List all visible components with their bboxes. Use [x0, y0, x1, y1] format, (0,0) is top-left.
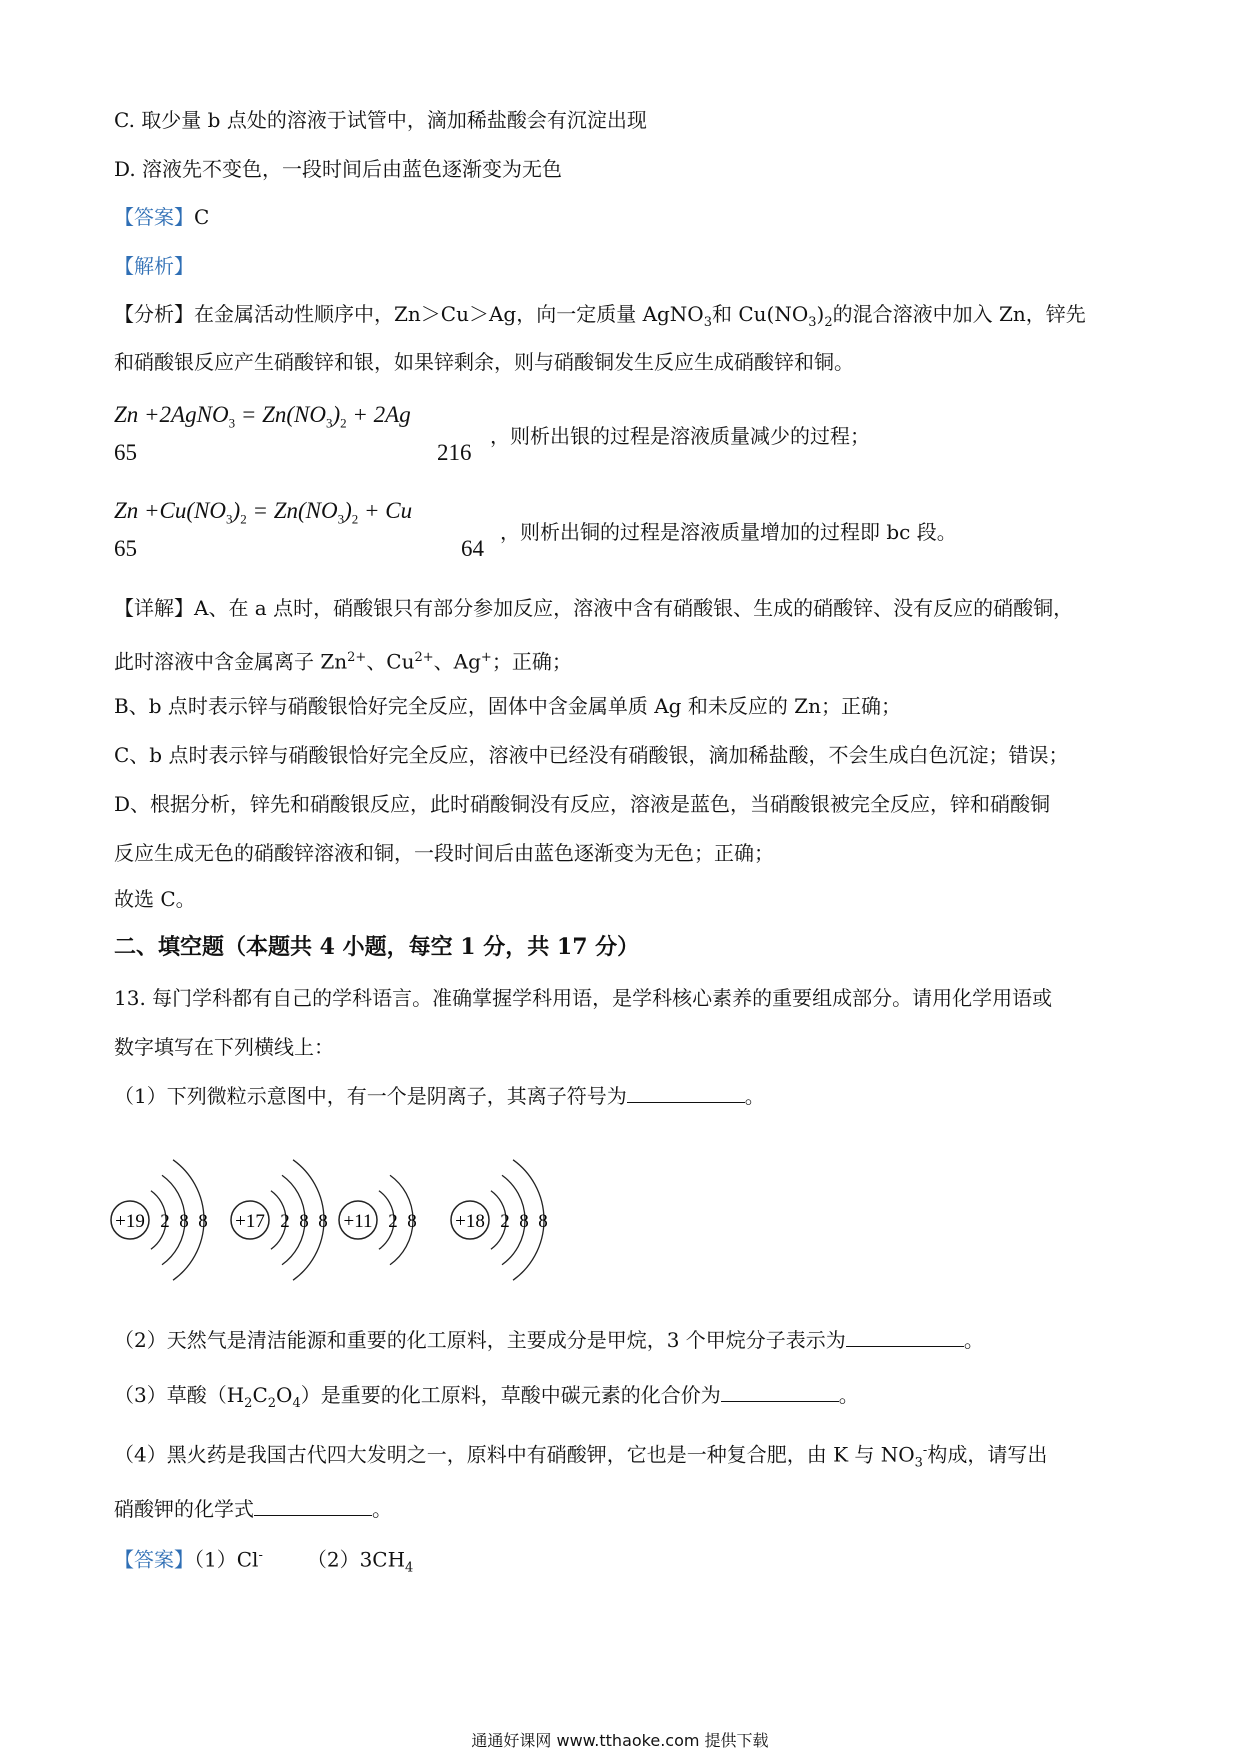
q13-4-a: （4）黑火药是我国古代四大发明之一，原料中有硝酸钾，它也是一种复合肥，由 K 与 NO — [114, 1442, 915, 1467]
q13-4-line2-text: 硝酸钾的化学式 — [114, 1497, 254, 1521]
atom-diagram-4 — [451, 1160, 548, 1280]
detail-a2-a: 此时溶液中含金属离子 Zn — [114, 649, 348, 674]
nucleus-charge: +18 — [455, 1211, 485, 1232]
eq2-comment: ，则析出铜的过程是溶液质量增加的过程即 bc 段。 — [500, 520, 957, 544]
q13-1-end: 。 — [744, 1084, 765, 1108]
nucleus-charge: +17 — [235, 1211, 265, 1232]
detail-b: B、b 点时表示锌与硝酸银恰好完全反应，固体中含金属单质 Ag 和未反应的 Zn；正确； — [114, 694, 901, 718]
detail-label: 【详解】 — [114, 596, 194, 620]
sup-plus: + — [480, 650, 492, 665]
sub-2: 2 — [340, 415, 347, 431]
fenxi-text-a: 在金属活动性顺序中，Zn＞Cu＞Ag，向一定质量 AgNO — [194, 302, 704, 326]
sup-2plus: 2+ — [347, 650, 367, 665]
q13-3-d: ）是重要的化工原料，草酸中碳元素的化合价为 — [300, 1383, 721, 1407]
answer-blank-1[interactable] — [627, 1082, 745, 1103]
sub-3: 3 — [703, 315, 712, 330]
detail-a-1 — [114, 594, 1073, 622]
sub-4: 4 — [292, 1396, 301, 1411]
shell-electron-count: 2 — [160, 1211, 170, 1232]
sub-2: 2 — [244, 1396, 253, 1411]
eq2-left: Zn +Cu(NO — [114, 498, 227, 523]
atom-diagram-2 — [231, 1160, 328, 1280]
answer-blank-4[interactable] — [254, 1495, 372, 1516]
q13-line-2: 数字填写在下列横线上： — [114, 1035, 334, 1059]
detail-a-text: A、在 a 点时，硝酸银只有部分参加反应，溶液中含有硝酸银、生成的硝酸锌、没有反应的硝酸铜， — [194, 596, 1074, 620]
eq2-product: + Cu — [358, 498, 413, 523]
detail-a2-d: ；正确； — [491, 649, 572, 674]
analysis-label: 【解析】 — [114, 254, 194, 278]
sub-3: 3 — [325, 415, 333, 431]
shell-electron-count: 8 — [318, 1211, 328, 1232]
shell-electron-count: 8 — [299, 1211, 309, 1232]
eq1-mass-1: 65 — [114, 440, 137, 465]
eq2-mass-2: 64 — [461, 536, 484, 561]
sup-2plus: 2+ — [414, 650, 434, 665]
fenxi-line-2: 和硝酸银反应产生硝酸锌和银，如果锌剩余，则与硝酸铜发生反应生成硝酸锌和铜。 — [114, 350, 854, 374]
atom-structure-diagrams — [110, 1140, 610, 1300]
sub-3: 3 — [914, 1455, 923, 1471]
fenxi-label: 【分析】 — [114, 302, 194, 326]
eq1-mass-2: 216 — [437, 440, 472, 465]
eq2-end: ) — [344, 498, 352, 523]
detail-a2-b: 、Cu — [366, 649, 415, 674]
shell-electron-count: 2 — [500, 1211, 510, 1232]
page-footer: 通通好课网 www.tthaoke.com 提供下载 — [471, 1731, 769, 1750]
answer-blank-3[interactable] — [721, 1381, 839, 1402]
fenxi-text-c: ) — [816, 302, 825, 326]
answer-label: 【答案】 — [114, 205, 194, 229]
sub-3: 3 — [228, 415, 236, 431]
q13-3-a: （3）草酸（H — [114, 1383, 245, 1407]
q13-part-4-line-1 — [114, 1437, 1047, 1478]
answer-blank-2[interactable] — [846, 1326, 964, 1347]
q13-3-b: C — [252, 1383, 268, 1407]
sup-minus: - — [258, 1548, 263, 1563]
eq2-mid: ) — [232, 498, 241, 523]
fenxi-text-d: 的混合溶液中加入 Zn，锌先 — [832, 302, 1086, 326]
q13-4-b: 构成，请写出 — [927, 1442, 1048, 1467]
sub-2: 2 — [824, 315, 833, 330]
fenxi-text-b: 和 Cu(NO — [712, 302, 809, 326]
eq1-product: + 2Ag — [346, 402, 411, 427]
q13-3-c: O — [276, 1383, 293, 1407]
section-2-title: 二、填空题（本题共 4 小题，每空 1 分，共 17 分） — [114, 934, 640, 960]
atom-diagram-3 — [339, 1175, 417, 1264]
sup-minus: - — [922, 1443, 928, 1458]
q13-part-4-line-2 — [114, 1495, 392, 1523]
detail-c: C、b 点时表示锌与硝酸银恰好完全反应，溶液中已经没有硝酸银，滴加稀盐酸，不会生成白色沉淀；错误； — [114, 743, 1069, 767]
eq2-mass-1: 65 — [114, 536, 137, 561]
sub-3: 3 — [808, 315, 817, 330]
equation-1 — [114, 402, 411, 432]
shell-electron-count: 8 — [407, 1211, 417, 1232]
shell-electron-count: 8 — [519, 1211, 529, 1232]
detail-d-2: 反应生成无色的硝酸锌溶液和铜，一段时间后由蓝色逐渐变为无色；正确； — [114, 841, 774, 865]
sub-3: 3 — [226, 511, 233, 527]
sub-2: 2 — [240, 511, 247, 527]
shell-electron-count: 2 — [280, 1211, 290, 1232]
q13-line-1: 13. 每门学科都有自己的学科语言。准确掌握学科用语，是学科核心素养的重要组成部分。请用化学用语或 — [114, 986, 1053, 1010]
shell-electron-count: 2 — [388, 1211, 398, 1232]
eq1-comment: ，则析出银的过程是溶液质量减少的过程； — [490, 424, 870, 448]
detail-a2-c: 、Ag — [433, 649, 481, 674]
q13-part-2 — [114, 1326, 984, 1354]
q13-4-end: 。 — [372, 1497, 392, 1521]
sub-2: 2 — [267, 1396, 277, 1411]
q13-2-text: （2）天然气是清洁能源和重要的化工原料，主要成分是甲烷，3 个甲烷分子表示为 — [114, 1328, 846, 1352]
final-answer-label: 【答案】 — [114, 1547, 194, 1572]
equation-2 — [114, 498, 412, 528]
q13-2-end: 。 — [963, 1328, 984, 1352]
final-answer — [114, 1542, 413, 1583]
sub-4: 4 — [405, 1560, 414, 1576]
sub-2: 2 — [351, 511, 359, 527]
option-c: C. 取少量 b 点处的溶液于试管中，滴加稀盐酸会有沉淀出现 — [114, 108, 647, 132]
shell-electron-count: 8 — [179, 1211, 189, 1232]
conclusion: 故选 C。 — [114, 887, 196, 911]
q13-3-end: 。 — [838, 1383, 859, 1407]
nucleus-charge: +19 — [115, 1211, 145, 1232]
eq1-left: Zn +2AgNO — [114, 402, 229, 427]
final-answer-1: （1）Cl — [194, 1547, 259, 1572]
detail-a-2 — [114, 644, 572, 676]
answer-value: C — [194, 205, 210, 229]
eq1-end: ) — [332, 402, 341, 427]
eq1-mid: = Zn(NO — [235, 402, 326, 427]
detail-d-1: D、根据分析，锌先和硝酸银反应，此时硝酸铜没有反应，溶液是蓝色，当硝酸银被完全反应，锌和硝酸铜 — [114, 792, 1051, 816]
answer-line — [114, 203, 209, 231]
nucleus-charge: +11 — [343, 1211, 373, 1232]
q13-part-3 — [114, 1381, 859, 1418]
q13-1-text: （1）下列微粒示意图中，有一个是阴离子，其离子符号为 — [114, 1084, 627, 1108]
sub-3: 3 — [337, 511, 345, 527]
shell-electron-count: 8 — [538, 1211, 548, 1232]
q13-part-1 — [114, 1082, 765, 1110]
eq2-eq: = Zn(NO — [246, 498, 338, 523]
final-answer-2: （2）3CH — [306, 1547, 406, 1572]
fenxi-line-1 — [114, 300, 1086, 337]
option-d: D. 溶液先不变色，一段时间后由蓝色逐渐变为无色 — [114, 157, 563, 181]
atom-diagram-1 — [111, 1160, 208, 1280]
shell-electron-count: 8 — [198, 1211, 208, 1232]
